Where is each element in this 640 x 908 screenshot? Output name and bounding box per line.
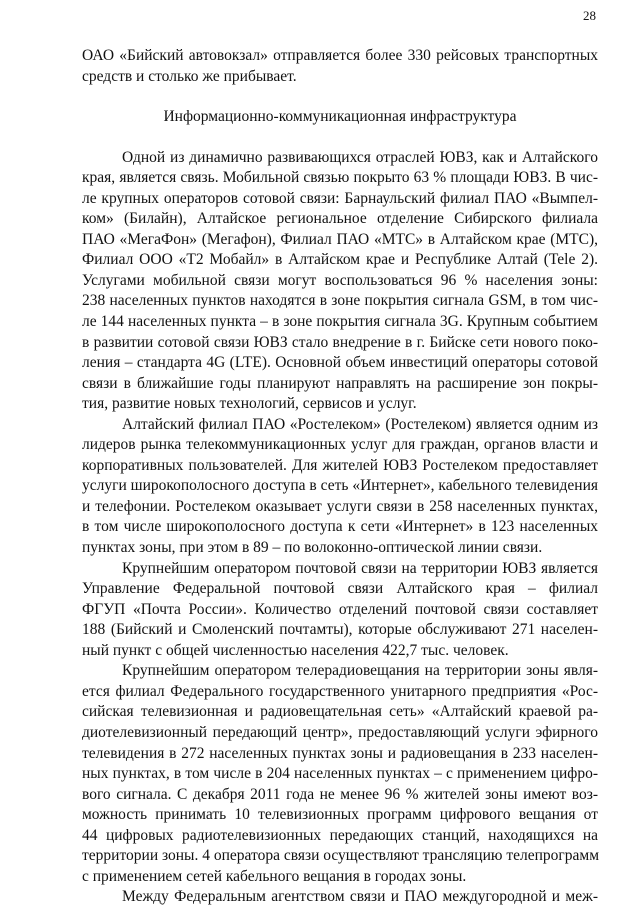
text-line: ОАО «Бийский автовокзал» отправляется более 330 рейсовых транспортных bbox=[82, 47, 598, 64]
paragraph-rostelecom bbox=[82, 415, 598, 559]
text-line: ком» (Билайн), Алтайское региональное отделение Сибирского филиала bbox=[82, 210, 598, 228]
text-line: пунктах зоны, при этом в 89 – по волоконно-оптической линии связи. bbox=[82, 539, 543, 557]
text-line: 238 населенных пунктов находятся в зоне покрытия сигнала GSM, в том чис- bbox=[82, 292, 598, 310]
text-line: телевидения в 272 населенных пунктах зоны и радиовещания в 233 населен- bbox=[82, 744, 598, 762]
text-line: диотелевизионный передающий центр», предоставляющий услуги эфирного bbox=[82, 723, 598, 741]
document-body bbox=[82, 46, 598, 908]
text-line: Крупнейшим оператором телерадиовещания на территории зоны явля- bbox=[122, 662, 598, 680]
text-line: ется филиал Федерального государственного унитарного предприятия «Рос- bbox=[82, 682, 598, 700]
intro-paragraph bbox=[82, 46, 598, 87]
text-line: и телефонии. Ростелеком оказывает услуги связи в 258 населенных пунктах, bbox=[82, 497, 598, 515]
text-line: 44 цифровых радиотелевизионных передающих станций, находящихся на bbox=[82, 826, 598, 844]
section-heading: Информационно-коммуникационная инфраструктура bbox=[163, 108, 517, 126]
text-line: Управление Федеральной почтовой связи Алтайского края – филиал bbox=[82, 580, 598, 598]
text-line: Филиал ООО «Т2 Мобайл» в Алтайском крае и Республике Алтай (Tele 2). bbox=[82, 251, 598, 269]
text-line: в том числе широкополосного доступа к сети «Интернет» в 123 населенных bbox=[82, 518, 598, 536]
paragraph-broadcasting bbox=[82, 661, 598, 887]
page-number: 28 bbox=[583, 8, 596, 23]
text-line: ле 144 населенных пункта – в зоне покрытия сигнала 3G. Крупным событием bbox=[82, 313, 598, 331]
text-line: можность принимать 10 телевизионных программ цифрового вещания от bbox=[82, 806, 598, 824]
text-line: ле крупных операторов сотовой связи: Барнаульский филиал ПАО «Вымпел- bbox=[82, 189, 598, 207]
paragraph-mobile-communication bbox=[82, 148, 598, 415]
text-line: средств и столько же прибывает. bbox=[82, 67, 297, 85]
text-line: в развитии сотовой связи ЮВЗ стало внедрение в г. Бийске сети нового поко- bbox=[82, 333, 598, 351]
text-line: ФГУП «Почта России». Количество отделений почтовой связи составляет bbox=[82, 600, 598, 618]
text-line: Между Федеральным агентством связи и ПАО междугородной и меж- bbox=[122, 888, 598, 906]
text-line: 188 (Бийский и Смоленский почтамты), которые обслуживают 271 населен- bbox=[82, 621, 598, 639]
text-line: ный пункт с общей численностью населения 422,7 тыс. человек. bbox=[82, 641, 509, 659]
text-line: Услугами мобильной связи могут воспользоваться 96 % населения зоны: bbox=[82, 271, 598, 289]
text-line: сийская телевизионная и радиовещательная сеть» «Алтайский краевой ра- bbox=[82, 703, 598, 721]
text-line: территории зоны. 4 оператора связи осуществляют трансляцию телепрограмм bbox=[82, 847, 600, 865]
text-line: тия, развитие новых технологий, сервисов и услуг. bbox=[82, 395, 417, 413]
paragraph-postal-service bbox=[82, 559, 598, 662]
text-line: услуги широкополосного доступа в сеть «Интернет», кабельного телевидения bbox=[82, 477, 598, 495]
text-line: корпоративных пользователей. Для жителей ЮВЗ Ростелеком предоставляет bbox=[82, 456, 598, 474]
text-line: вого сигнала. С декабря 2011 года не менее 96 % жителей зоны имеют воз- bbox=[82, 785, 598, 803]
text-line: Крупнейшим оператором почтовой связи на территории ЮВЗ является bbox=[122, 559, 598, 577]
text-line: ПАО «МегаФон» (Мегафон), Филиал ПАО «МТС» в Алтайском крае (МТС), bbox=[82, 230, 598, 248]
text-line: связи в ближайшие годы планируют направлять на расширение зон покры- bbox=[82, 374, 598, 392]
text-line: ления – стандарта 4G (LTE). Основной объем инвестиций операторы сотовой bbox=[82, 354, 598, 372]
text-line: Одной из динамично развивающихся отраслей ЮВЗ, как и Алтайского bbox=[122, 148, 598, 166]
text-line: ных пунктах, в том числе в 204 населенных пунктах – с применением цифро- bbox=[82, 765, 598, 783]
text-line: с применением сетей кабельного вещания в городах зоны. bbox=[82, 867, 467, 885]
text-line: края, является связь. Мобильной связью покрыто 63 % площади ЮВЗ. В чис- bbox=[82, 169, 598, 187]
text-line: Алтайский филиал ПАО «Ростелеком» (Ростелеком) является одним из bbox=[122, 415, 598, 433]
text-line: лидеров рынка телекоммуникационных услуг для граждан, органов власти и bbox=[82, 436, 598, 454]
